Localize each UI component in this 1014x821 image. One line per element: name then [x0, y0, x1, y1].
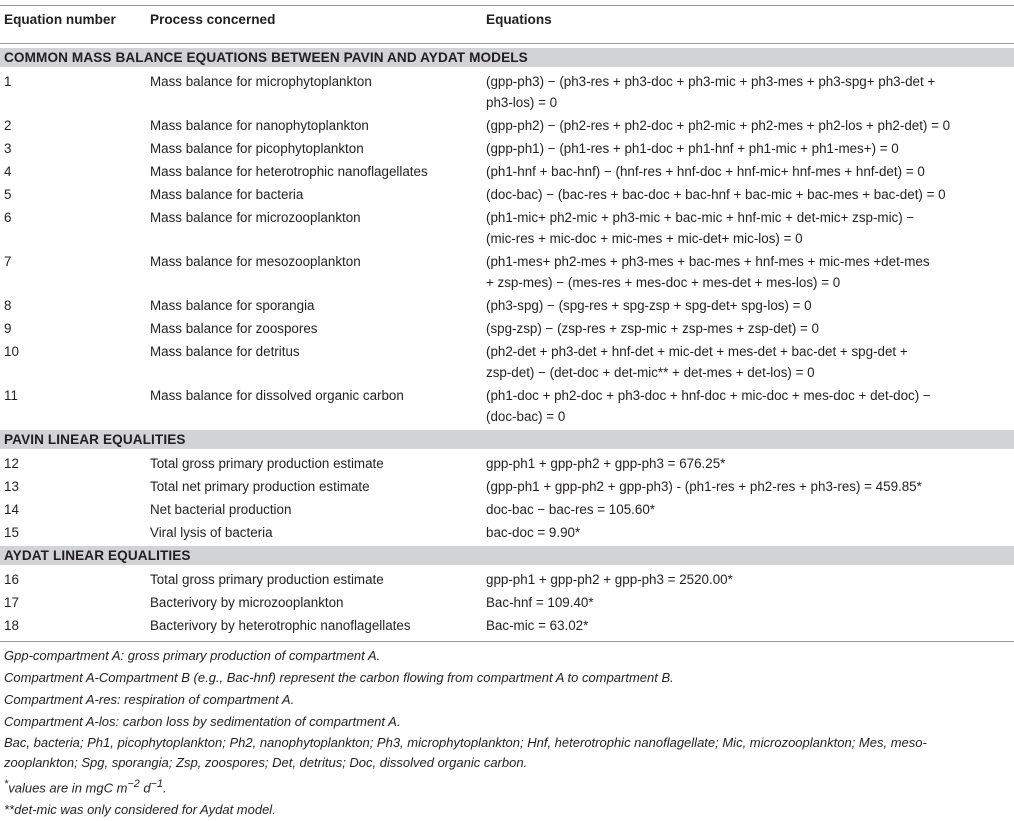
equation-line: (gpp-ph2) − (ph2-res + ph2-doc + ph2-mic + ph2-mes + ph2-los + ph2-det) = 0 [486, 118, 951, 133]
process-concerned: Bacterivory by heterotrophic nanoflagellates [150, 618, 411, 633]
equation [486, 207, 1012, 249]
equation [486, 251, 1012, 293]
process-concerned: Mass balance for detritus [150, 344, 300, 359]
equation-line: (ph1-doc + ph2-doc + ph3-doc + hnf-doc + mic-doc + mes-doc + det-doc) − [486, 388, 931, 403]
footnote: zooplankton; Spg, sporangia; Zsp, zoospores; Det, detritus; Doc, dissolved organic carbon. [4, 755, 528, 770]
process-concerned: Mass balance for mesozooplankton [150, 254, 361, 269]
equation-number: 2 [4, 118, 12, 133]
equation [486, 318, 1012, 339]
equation-number: 12 [4, 456, 19, 471]
equation-line: doc-bac − bac-res = 105.60* [486, 502, 655, 517]
footnote-units: *values are in mgC $m^{-2}$ $d^{-1}$. [4, 778, 167, 796]
process-concerned: Mass balance for microphytoplankton [150, 74, 372, 89]
equation-number: 5 [4, 187, 12, 202]
process-concerned: Total net primary production estimate [150, 479, 370, 494]
process-concerned: Mass balance for sporangia [150, 298, 315, 313]
equation-line: + zsp-mes) − (mes-res + mes-doc + mes-det + mes-los) = 0 [486, 275, 841, 290]
equation-number: 10 [4, 344, 19, 359]
section-header: PAVIN LINEAR EQUALITIES [0, 430, 1014, 449]
equation-line: (mic-res + mic-doc + mic-mes + mic-det+ mic-los) = 0 [486, 231, 803, 246]
process-concerned: Net bacterial production [150, 502, 292, 517]
equation-number: 8 [4, 298, 12, 313]
equation [486, 115, 1012, 136]
section-header: COMMON MASS BALANCE EQUATIONS BETWEEN PAVIN AND AYDAT MODELS [0, 48, 1014, 67]
equation-line: gpp-ph1 + gpp-ph2 + gpp-ph3 = 676.25* [486, 456, 726, 471]
equation-number: 1 [4, 74, 12, 89]
equation-number: 16 [4, 572, 19, 587]
equation-line: bac-doc = 9.90* [486, 525, 581, 540]
equation-number: 7 [4, 254, 12, 269]
equation [486, 161, 1012, 182]
process-concerned: Mass balance for bacteria [150, 187, 304, 202]
header-rule [0, 43, 1014, 44]
equation-line: (ph1-mic+ ph2-mic + ph3-mic + bac-mic + hnf-mic + det-mic+ zsp-mic) − [486, 210, 915, 225]
process-concerned: Mass balance for nanophytoplankton [150, 118, 369, 133]
process-concerned: Bacterivory by microzooplankton [150, 595, 344, 610]
equation-line: Bac-mic = 63.02* [486, 618, 589, 633]
process-concerned: Mass balance for picophytoplankton [150, 141, 364, 156]
process-concerned: Mass balance for zoospores [150, 321, 318, 336]
equation-number: 13 [4, 479, 19, 494]
footnote: **det-mic was only considered for Aydat model. [4, 802, 276, 818]
equation-number: 18 [4, 618, 19, 633]
equation-number: 15 [4, 525, 19, 540]
process-concerned: Mass balance for dissolved organic carbon [150, 388, 404, 403]
process-concerned: Total gross primary production estimate [150, 456, 384, 471]
equation [486, 476, 1012, 497]
equation [486, 522, 1012, 543]
equation-line: (spg-zsp) − (zsp-res + zsp-mic + zsp-mes + zsp-det) = 0 [486, 321, 820, 336]
equation-line: (doc-bac) − (bac-res + bac-doc + bac-hnf + bac-mic + bac-mes + bac-det) = 0 [486, 187, 946, 202]
equation [486, 71, 1012, 113]
equation-number: 14 [4, 502, 19, 517]
process-concerned: Viral lysis of bacteria [150, 525, 273, 540]
equation-number: 11 [4, 388, 18, 403]
equation [486, 341, 1012, 383]
equation-line: (gpp-ph1 + gpp-ph2 + gpp-ph3) - (ph1-res + ph2-res + ph3-res) = 459.85* [486, 479, 922, 494]
footnote: Gpp-compartment A: gross primary production of compartment A. [4, 648, 381, 663]
equation-number: 9 [4, 321, 12, 336]
equation [486, 138, 1012, 159]
equation-line: (ph1-hnf + bac-hnf) − (hnf-res + hnf-doc + hnf-mic+ hnf-mes + hnf-det) = 0 [486, 164, 925, 179]
equation-line: (ph1-mes+ ph2-mes + ph3-mes + bac-mes + hnf-mes + mic-mes +det-mes [486, 254, 930, 269]
bottom-rule [0, 641, 1014, 642]
equation [486, 184, 1012, 205]
equation-number: 6 [4, 210, 12, 225]
equation-line: (gpp-ph1) − (ph1-res + ph1-doc + ph1-hnf + ph1-mic + ph1-mes+) = 0 [486, 141, 899, 156]
equation [486, 615, 1012, 636]
equation-line: ph3-los) = 0 [486, 95, 558, 110]
equation-number: 3 [4, 141, 12, 156]
equation [486, 569, 1012, 590]
footnote: Compartment A-los: carbon loss by sedimentation of compartment A. [4, 714, 401, 729]
footnote: Compartment A-Compartment B (e.g., Bac-hnf) represent the carbon flowing from compartment A to compartment B. [4, 670, 674, 685]
equation [486, 295, 1012, 316]
equation-line: (ph3-spg) − (spg-res + spg-zsp + spg-det+ spg-los) = 0 [486, 298, 812, 313]
table-footnotes [4, 645, 1012, 821]
process-concerned: Mass balance for heterotrophic nanoflagellates [150, 164, 428, 179]
equation [486, 453, 1012, 474]
equation-line: (doc-bac) = 0 [486, 409, 566, 424]
equation-line: Bac-hnf = 109.40* [486, 595, 594, 610]
table-header [0, 5, 1014, 43]
equation-line: (gpp-ph3) − (ph3-res + ph3-doc + ph3-mic + ph3-mes + ph3-spg+ ph3-det + [486, 74, 936, 89]
equation [486, 385, 1012, 427]
header-equations: Equations [486, 12, 552, 27]
header-process: Process concerned [150, 12, 276, 27]
equation [486, 592, 1012, 613]
equation-number: 17 [4, 595, 19, 610]
equation-line: gpp-ph1 + gpp-ph2 + gpp-ph3 = 2520.00* [486, 572, 733, 587]
equation-line: (ph2-det + ph3-det + hnf-det + mic-det + mes-det + bac-det + spg-det + [486, 344, 908, 359]
equation-line: zsp-det) − (det-doc + det-mic** + det-mes + det-los) = 0 [486, 365, 815, 380]
equation-number: 4 [4, 164, 12, 179]
process-concerned: Total gross primary production estimate [150, 572, 384, 587]
process-concerned: Mass balance for microzooplankton [150, 210, 361, 225]
section-header: AYDAT LINEAR EQUALITIES [0, 546, 1014, 565]
header-equation-number: Equation number [4, 12, 116, 27]
footnote: Bac, bacteria; Ph1, picophytoplankton; Ph2, nanophytoplankton; Ph3, microphytoplankton; Hnf, heterotrophic nanoflagellate; Mic, microzooplankton; Mes, meso- [4, 735, 927, 750]
footnote: Compartment A-res: respiration of compartment A. [4, 692, 295, 707]
equation [486, 499, 1012, 520]
